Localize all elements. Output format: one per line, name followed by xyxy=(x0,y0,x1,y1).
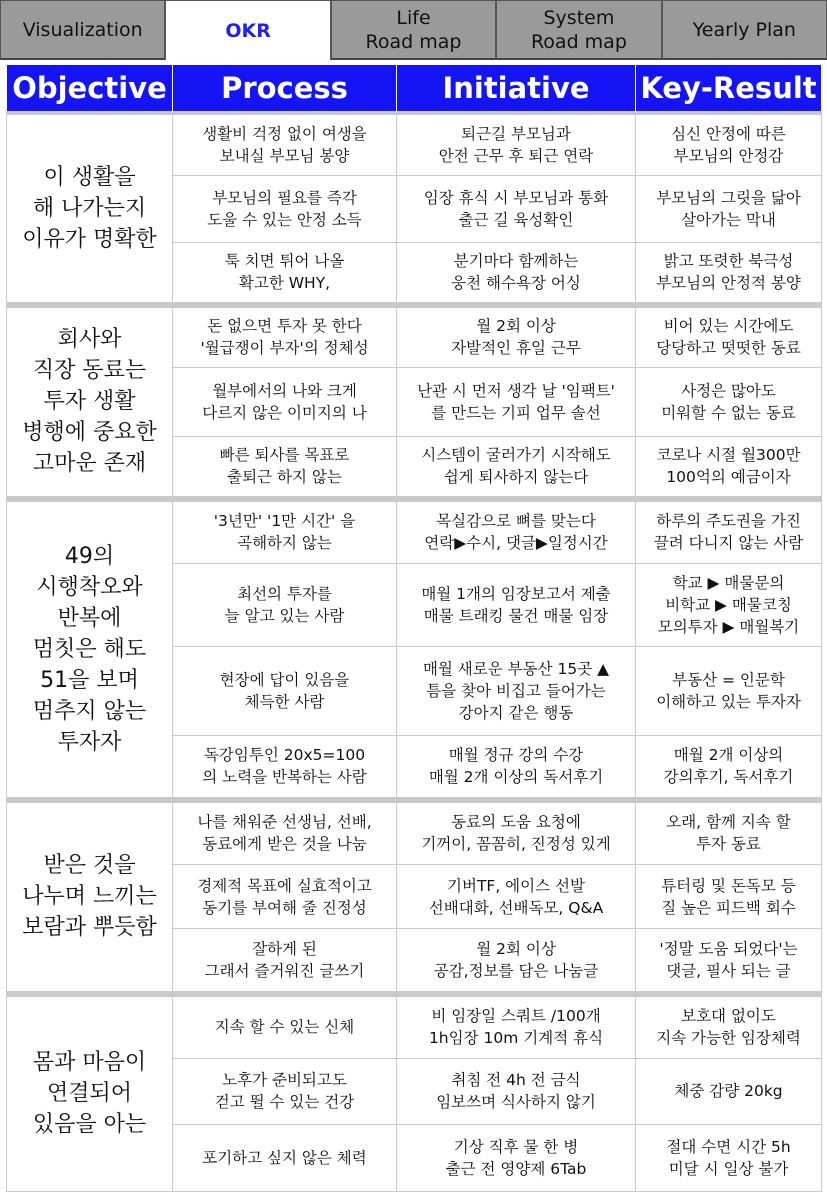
header-key-result: Key-Result xyxy=(636,65,822,114)
process-cell: 빠른 퇴사를 목표로 출퇴근 하지 않는 xyxy=(173,436,397,499)
table-row xyxy=(7,800,822,865)
initiative-cell: 퇴근길 부모님과 안전 근무 후 퇴근 연락 xyxy=(397,113,636,176)
process-cell: 나를 채워준 선생님, 선배, 동료에게 받은 것을 나눔 xyxy=(173,800,397,865)
table-row xyxy=(7,499,822,564)
process-cell: 지속 할 수 있는 신체 xyxy=(173,994,397,1059)
key-result-cell: 코로나 시절 월300만 100억의 예금이자 xyxy=(636,436,822,499)
process-cell: 툭 치면 튀어 나올 확고한 WHY, xyxy=(173,242,397,305)
table-row xyxy=(7,113,822,176)
initiative-cell: 동료의 도움 요청에 기꺼이, 꼼꼼히, 진정성 있게 xyxy=(397,800,636,865)
initiative-cell: 기버TF, 에이스 선발 선배대화, 선배독모, Q&A xyxy=(397,864,636,929)
objective-cell: 몸과 마음이 연결되어 있음을 아는 xyxy=(7,994,173,1192)
process-cell: 잘하게 된 그래서 즐거워진 글쓰기 xyxy=(173,929,397,994)
key-result-cell: 하루의 주도권을 가진 끌려 다니지 않는 사람 xyxy=(636,499,822,564)
tab-visualization[interactable]: Visualization xyxy=(0,0,165,60)
initiative-cell: 월 2회 이상 자발적인 휴일 근무 xyxy=(397,305,636,368)
key-result-cell: 매월 2개 이상의 강의후기, 독서후기 xyxy=(636,735,822,800)
process-cell: 돈 없으면 투자 못 한다 '월급쟁이 부자'의 정체성 xyxy=(173,305,397,368)
objective-cell: 49의 시행착오와 반복에 멈칫은 해도 51을 보며 멈추지 않는 투자자 xyxy=(7,499,173,800)
key-result-cell: 비어 있는 시간에도 당당하고 떳떳한 동료 xyxy=(636,305,822,368)
table-row xyxy=(7,305,822,368)
key-result-cell: 부동산 = 인문학 이해하고 있는 투자자 xyxy=(636,646,822,735)
okr-table xyxy=(6,64,822,1192)
tab-okr[interactable]: OKR xyxy=(165,0,330,60)
header-objective: Objective xyxy=(7,65,173,114)
initiative-cell: 시스템이 굴러가기 시작해도 쉽게 퇴사하지 않는다 xyxy=(397,436,636,499)
initiative-cell: 월 2회 이상 공감,정보를 담은 나눔글 xyxy=(397,929,636,994)
initiative-cell: 취침 전 4h 전 금식 임보쓰며 식사하지 않기 xyxy=(397,1058,636,1125)
initiative-cell: 임장 휴식 시 부모님과 통화 출근 길 육성확인 xyxy=(397,176,636,243)
tab-life-road-map[interactable]: Life Road map xyxy=(331,0,496,60)
key-result-cell: 부모님의 그릿을 닮아 살아가는 막내 xyxy=(636,176,822,243)
initiative-cell: 분기마다 함께하는 웅천 해수욕장 어싱 xyxy=(397,242,636,305)
header-row xyxy=(7,65,822,114)
process-cell: 최선의 투자를 늘 알고 있는 사람 xyxy=(173,563,397,646)
header-process: Process xyxy=(173,65,397,114)
key-result-cell: 튜터링 및 돈독모 등 질 높은 피드백 회수 xyxy=(636,864,822,929)
process-cell: 노후가 준비되고도 걷고 뛸 수 있는 건강 xyxy=(173,1058,397,1125)
initiative-cell: 비 임장일 스쿼트 /100개 1h임장 10m 기계적 휴식 xyxy=(397,994,636,1059)
key-result-cell: 절대 수면 시간 5h 미달 시 일상 불가 xyxy=(636,1125,822,1192)
key-result-cell: 밝고 또렷한 북극성 부모님의 안정적 봉양 xyxy=(636,242,822,305)
tab-yearly-plan[interactable]: Yearly Plan xyxy=(662,0,827,60)
key-result-cell: 보호대 없이도 지속 가능한 임장체력 xyxy=(636,994,822,1059)
key-result-cell: 사정은 많아도 미워할 수 없는 동료 xyxy=(636,367,822,436)
process-cell: 월부에서의 나와 크게 다르지 않은 이미지의 나 xyxy=(173,367,397,436)
objective-cell: 회사와 직장 동료는 투자 생활 병행에 중요한 고마운 존재 xyxy=(7,305,173,499)
process-cell: 독강임투인 20x5=100 의 노력을 반복하는 사람 xyxy=(173,735,397,800)
initiative-cell: 난관 시 먼저 생각 날 '임팩트' 를 만드는 기피 업무 솔선 xyxy=(397,367,636,436)
key-result-cell: '정말 도움 되었다'는 댓글, 필사 되는 글 xyxy=(636,929,822,994)
initiative-cell: 매월 새로운 부동산 15곳 ▲ 틈을 찾아 비집고 들어가는 강아지 같은 행동 xyxy=(397,646,636,735)
key-result-cell: 심신 안정에 따른 부모님의 안정감 xyxy=(636,113,822,176)
process-cell: 현장에 답이 있음을 체득한 사람 xyxy=(173,646,397,735)
initiative-cell: 매월 1개의 임장보고서 제출 매물 트래킹 물건 매물 임장 xyxy=(397,563,636,646)
tab-system-road-map[interactable]: System Road map xyxy=(496,0,661,60)
objective-cell: 받은 것을 나누며 느끼는 보람과 뿌듯함 xyxy=(7,800,173,994)
tab-bar xyxy=(0,0,827,60)
key-result-cell: 체중 감량 20kg xyxy=(636,1058,822,1125)
initiative-cell: 기상 직후 물 한 병 출근 전 영양제 6Tab xyxy=(397,1125,636,1192)
objective-cell: 이 생활을 해 나가는지 이유가 명확한 xyxy=(7,113,173,305)
process-cell: 경제적 목표에 실효적이고 동기를 부여해 줄 진정성 xyxy=(173,864,397,929)
key-result-cell: 오래, 함께 지속 할 투자 동료 xyxy=(636,800,822,865)
process-cell: '3년만' '1만 시간' 을 곡해하지 않는 xyxy=(173,499,397,564)
process-cell: 포기하고 싶지 않은 체력 xyxy=(173,1125,397,1192)
table-row xyxy=(7,994,822,1059)
key-result-cell: 학교 ▶ 매물문의 비학교 ▶ 매물코칭 모의투자 ▶ 매월복기 xyxy=(636,563,822,646)
initiative-cell: 목실감으로 뼈를 맞는다 연락▶수시, 댓글▶일정시간 xyxy=(397,499,636,564)
initiative-cell: 매월 정규 강의 수강 매월 2개 이상의 독서후기 xyxy=(397,735,636,800)
header-initiative: Initiative xyxy=(397,65,636,114)
process-cell: 부모님의 필요를 즉각 도울 수 있는 안정 소득 xyxy=(173,176,397,243)
process-cell: 생활비 걱정 없이 여생을 보내실 부모님 봉양 xyxy=(173,113,397,176)
